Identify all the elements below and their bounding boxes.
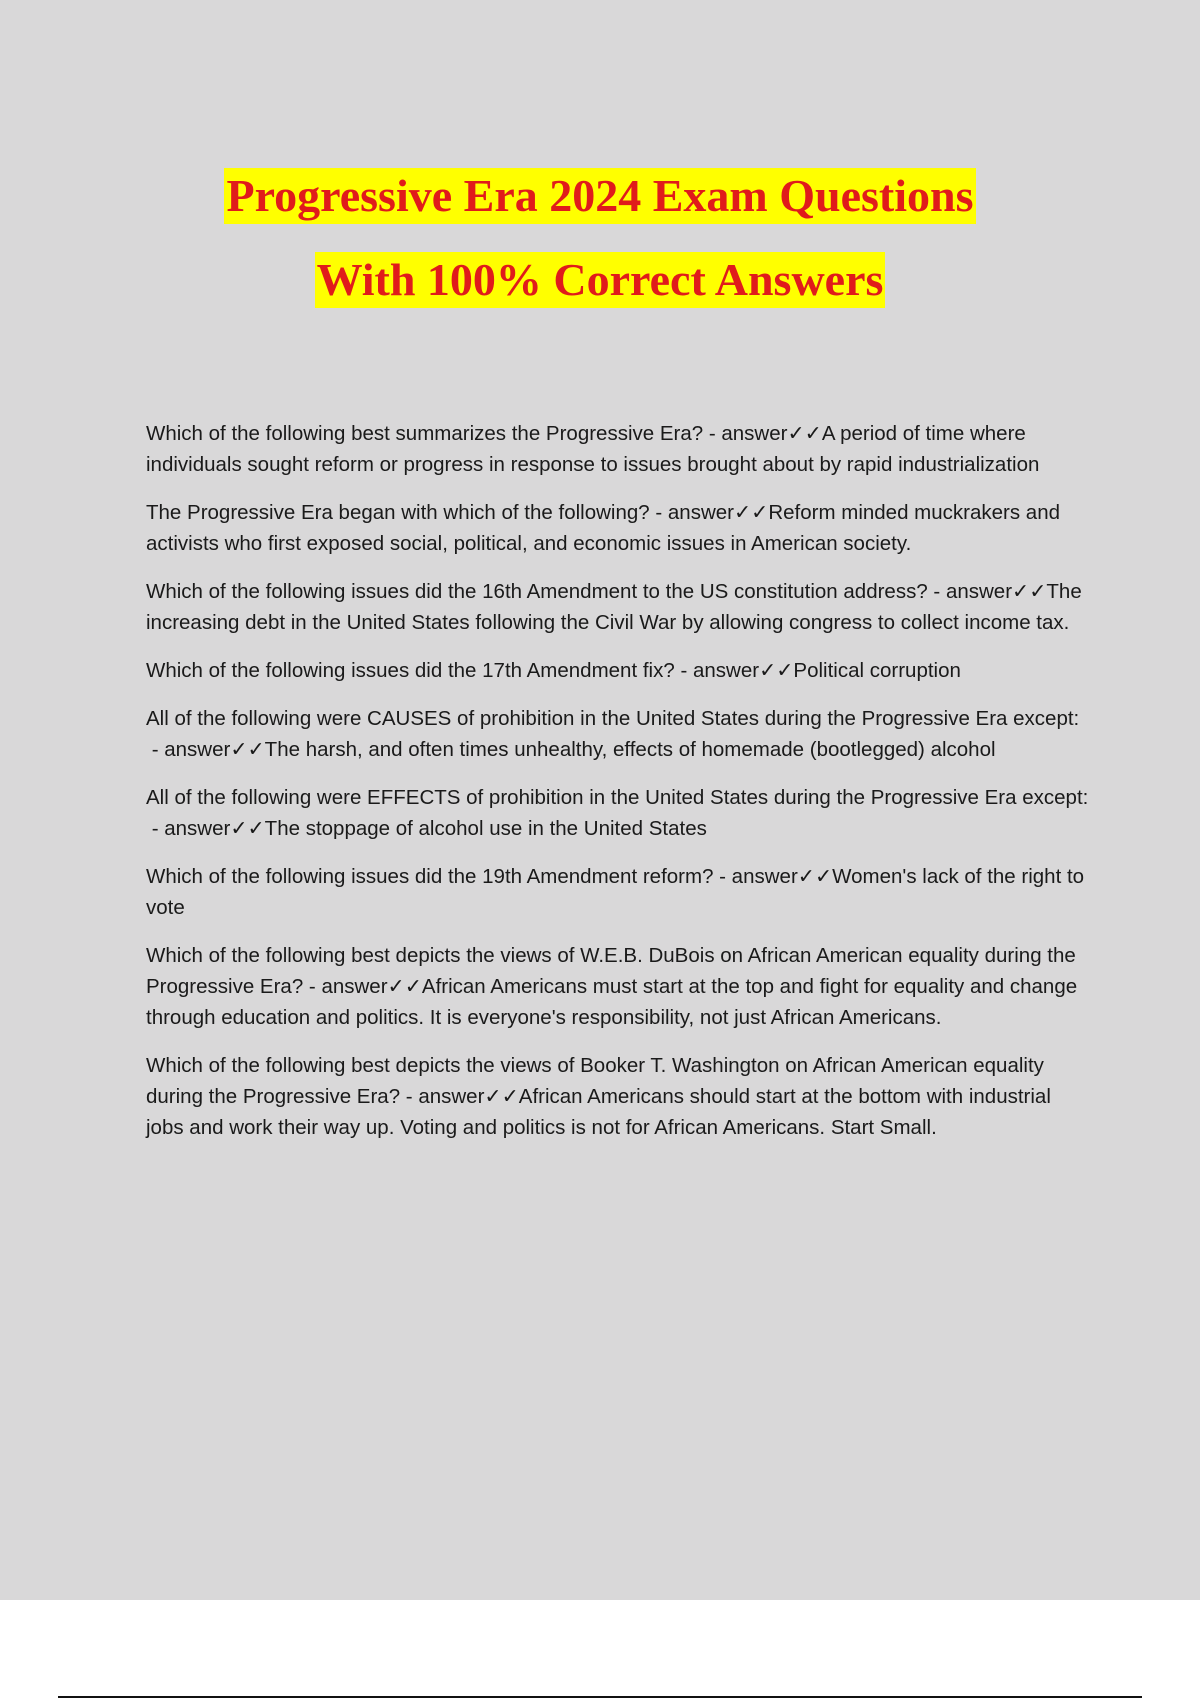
qa-list — [146, 418, 1091, 1160]
answer-text: A period of time where individuals sought reform or progress in response to issues brought about by rapid industrialization — [146, 422, 1040, 476]
checkmark-icon: ✓✓ — [797, 865, 833, 888]
answer-prefix: - answer — [674, 659, 760, 682]
answer-prefix: - answer — [303, 975, 388, 998]
answer-prefix: - answer — [713, 865, 798, 888]
answer-text: African Americans must start at the top and fight for equality and change through education and politics. It is everyone's responsibility, not just African Americans. — [146, 975, 1078, 1029]
answer-text: Reform minded muckrakers and activists who first exposed social, political, and economic issues in American society. — [146, 501, 1061, 555]
checkmark-icon: ✓✓ — [484, 1085, 519, 1108]
title-line-1: Progressive Era 2024 Exam Questions — [224, 168, 975, 224]
question-text: Which of the following best depicts the views of Booker T. Washington on African American equality during the Progressive Era? — [146, 1054, 1044, 1108]
answer-text: Women's lack of the right to vote — [146, 865, 1085, 919]
checkmark-icon: ✓✓ — [1012, 580, 1047, 603]
qa-item — [146, 703, 1091, 765]
qa-item — [146, 576, 1091, 638]
qa-item — [146, 861, 1091, 923]
answer-text: The harsh, and often times unhealthy, effects of homemade (bootlegged) alcohol — [264, 738, 996, 761]
checkmark-icon: ✓✓ — [230, 817, 265, 840]
answer-prefix: - answer — [146, 817, 231, 840]
answer-prefix: - answer — [703, 422, 788, 445]
question-text: Which of the following best summarizes the Progressive Era? — [146, 422, 704, 445]
checkmark-icon: ✓✓ — [387, 975, 422, 998]
question-text: Which of the following issues did the 19th Amendment reform? — [146, 865, 714, 888]
checkmark-icon: ✓✓ — [230, 738, 265, 761]
answer-text: The increasing debt in the United States following the Civil War by allowing congress to collect income tax. — [146, 580, 1082, 634]
answer-text: African Americans should start at the bottom with industrial jobs and work their way up. Voting and politics is not for African Americans. Start Small. — [146, 1085, 1051, 1139]
question-text: Which of the following best depicts the views of W.E.B. DuBois on African American equality during the Progressive Era? — [146, 944, 1076, 998]
answer-prefix: - answer — [649, 501, 734, 524]
qa-item — [146, 655, 1091, 686]
footer-divider — [58, 1696, 1142, 1698]
qa-item — [146, 497, 1091, 559]
answer-prefix: - answer — [927, 580, 1013, 603]
qa-item — [146, 940, 1091, 1033]
checkmark-icon: ✓✓ — [759, 659, 794, 682]
question-text: All of the following were CAUSES of prohibition in the United States during the Progressive Era except: — [146, 707, 1080, 730]
qa-item — [146, 782, 1091, 844]
question-text: Which of the following issues did the 17th Amendment fix? — [146, 659, 675, 682]
checkmark-icon: ✓✓ — [787, 422, 822, 445]
title-line-2: With 100% Correct Answers — [315, 252, 886, 308]
qa-item — [146, 1050, 1091, 1143]
document-title — [0, 168, 1200, 308]
answer-prefix: - answer — [146, 738, 231, 761]
question-text: Which of the following issues did the 16th Amendment to the US constitution address? — [146, 580, 928, 603]
question-text: The Progressive Era began with which of the following? — [146, 501, 650, 524]
answer-text: Political corruption — [793, 659, 961, 682]
answer-text: The stoppage of alcohol use in the United States — [264, 817, 707, 840]
checkmark-icon: ✓✓ — [733, 501, 769, 524]
answer-prefix: - answer — [400, 1085, 485, 1108]
qa-item — [146, 418, 1091, 480]
question-text: All of the following were EFFECTS of prohibition in the United States during the Progressive Era except: — [146, 786, 1089, 809]
